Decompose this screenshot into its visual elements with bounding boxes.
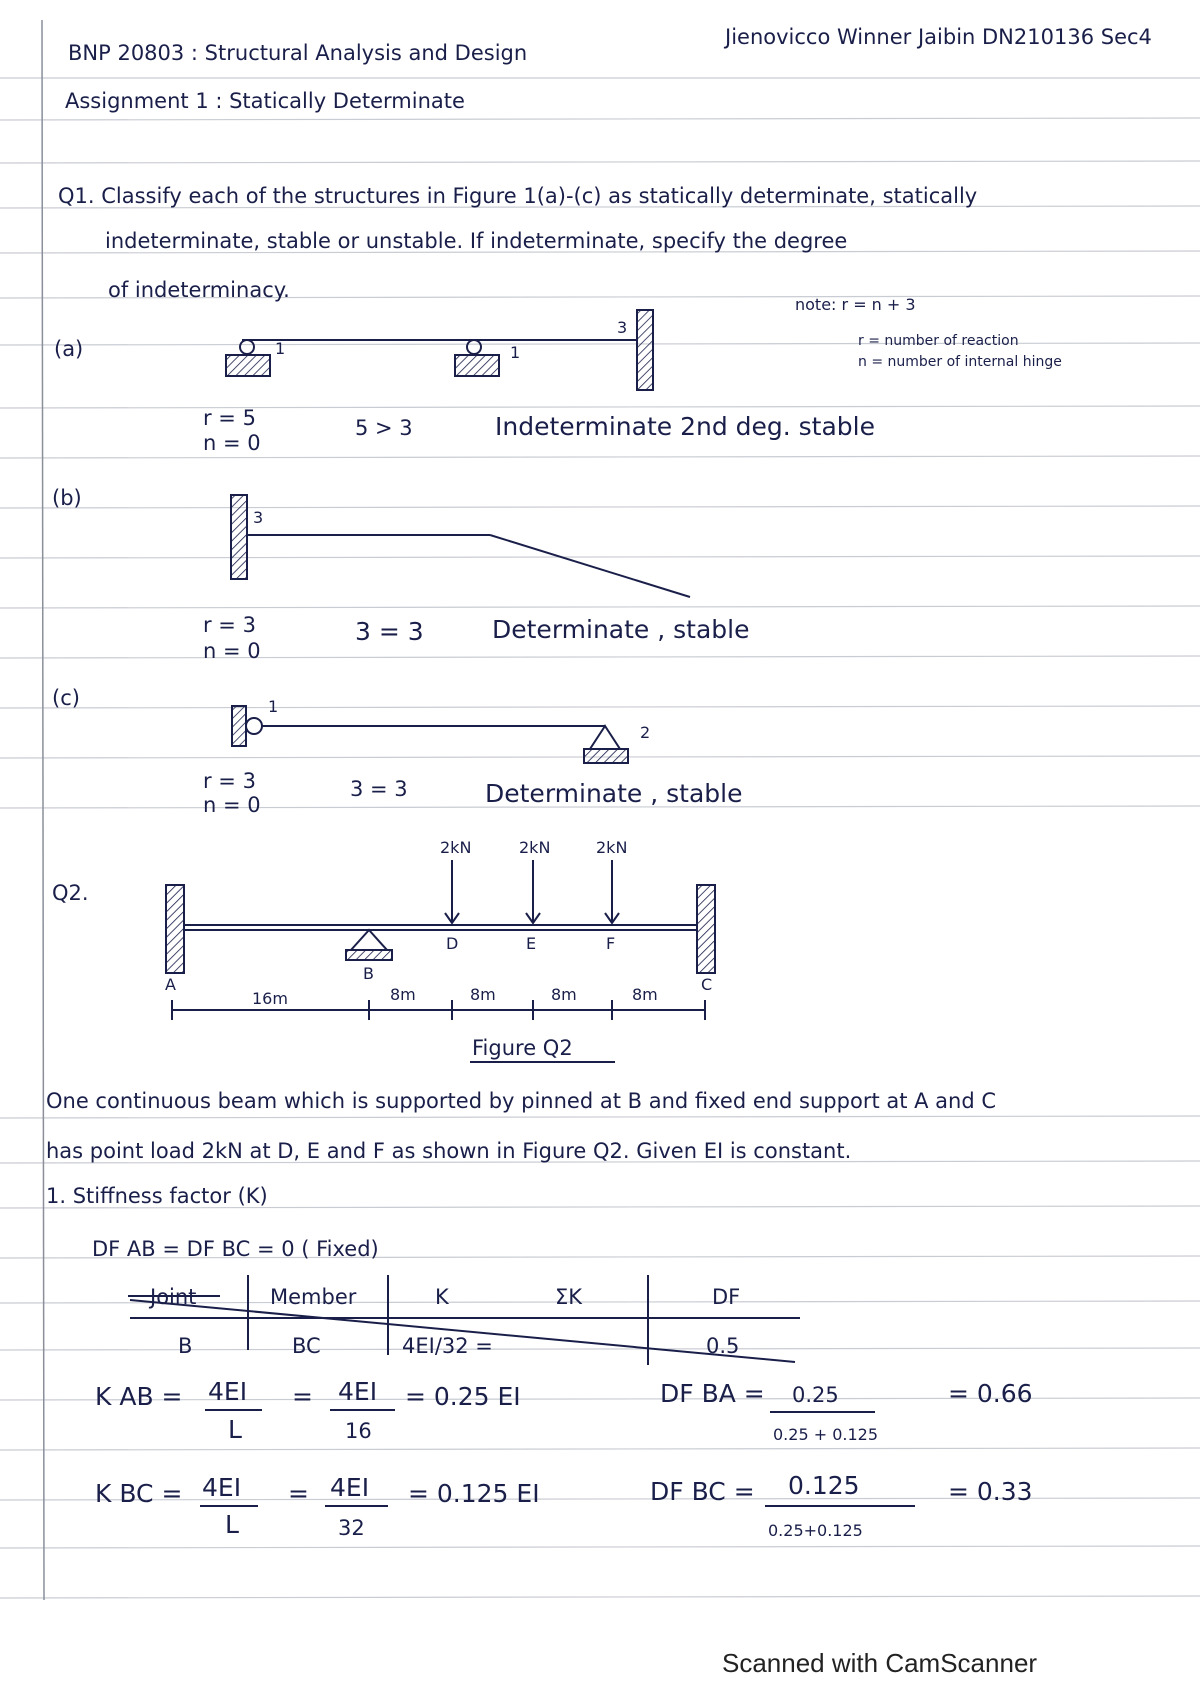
kbc-f1-num: 4EI [202,1473,242,1502]
pin-support-c2-base [584,749,628,763]
span-AB: 16m [252,989,288,1008]
dfba-result: = 0.66 [948,1379,1033,1408]
span-BD: 8m [390,985,416,1004]
load-F-label: 2kN [596,838,628,857]
course-title: BNP 20803 : Structural Analysis and Design [68,41,528,65]
load-E-label: 2kN [519,838,551,857]
kab-result: = 0.25 EI [405,1382,521,1411]
point-A: A [165,975,176,994]
fixed-support-a [637,310,653,390]
q1-line-2: indeterminate, stable or unstable. If indeterminate, specify the degree [105,229,848,253]
note-r-definition: r = number of reaction [858,333,1019,349]
reaction-a1: 1 [275,339,286,358]
table-cell-joint: B [178,1334,193,1358]
kab-f1-num: 4EI [208,1377,248,1406]
note-n-definition: n = number of internal hinge [858,354,1062,370]
kbc-result: = 0.125 EI [408,1479,540,1508]
q2-description-1: One continuous beam which is supported by pinned at B and fixed end support at A and C [46,1089,997,1113]
q1-line-1: Q1. Classify each of the structures in Figure 1(a)-(c) as statically determinate, statically [58,184,978,208]
beam-b-inclined [490,535,690,597]
q2-label: Q2. [52,881,89,905]
kbc-f2-num: 4EI [330,1473,370,1502]
table-header-member: Member [270,1285,357,1309]
figure-q2-caption: Figure Q2 [472,1036,573,1060]
q1-line-3: of indeterminacy. [108,278,290,302]
roller-a2 [467,340,481,354]
roller-a1 [240,340,254,354]
part-a-r: r = 5 [203,406,256,430]
pin-support-c-wall [232,706,246,746]
span-FC: 8m [632,985,658,1004]
reaction-c2: 2 [640,723,651,742]
part-b-r: r = 3 [203,613,256,637]
part-b-result: Determinate , stable [492,615,750,644]
dfba-num: 0.25 [792,1383,839,1407]
part-a-n: n = 0 [203,431,261,455]
table-cell-df: 0.5 [706,1334,740,1358]
part-c-compare: 3 = 3 [350,777,408,801]
dfbc-lhs: DF BC = [650,1477,755,1506]
scanner-watermark: Scanned with CamScanner [722,1648,1038,1678]
pin-support-B [351,930,387,950]
kbc-equals: = [288,1479,309,1508]
table-cell-k: 4EI/32 = [402,1334,493,1358]
reaction-a2: 1 [510,343,521,362]
dfbc-result: = 0.33 [948,1477,1033,1506]
figure-c [232,706,628,763]
student-info: Jienovicco Winner Jaibin DN210136 Sec4 [725,25,1152,49]
dfbc-num: 0.125 [788,1471,860,1500]
fixed-support-C [697,885,715,973]
kbc-f2-den: 32 [338,1516,365,1540]
point-E: E [526,934,537,953]
load-D-label: 2kN [440,838,472,857]
q2-description-2: has point load 2kN at D, E and F as shown in Figure Q2. Given EI is constant. [46,1139,852,1163]
part-c-r: r = 3 [203,769,256,793]
kab-f2-num: 4EI [338,1377,378,1406]
fixed-support-A [166,885,184,973]
dfbc-den: 0.25+0.125 [768,1521,863,1540]
figure-q2 [166,860,715,1062]
span-DE: 8m [470,985,496,1004]
assignment-title: Assignment 1 : Statically Determinate [65,89,465,113]
part-b-label: (b) [52,486,82,510]
kab-lhs: K AB = [95,1382,183,1411]
roller-a2-base [455,355,499,376]
point-B: B [363,964,374,983]
part-a-result: Indeterminate 2nd deg. stable [495,412,876,441]
roller-a1-base [226,355,270,376]
kbc-lhs: K BC = [95,1479,183,1508]
dfba-den: 0.25 + 0.125 [773,1425,879,1444]
pin-c [246,718,262,734]
kbc-f1-den: L [225,1510,239,1539]
part-b-n: n = 0 [203,639,261,663]
ruled-lines [0,20,1200,1600]
table-header-joint: Joint [150,1285,197,1309]
pin-support-c2 [590,726,620,749]
df-fixed: DF AB = DF BC = 0 ( Fixed) [92,1237,379,1261]
part-a-label: (a) [54,337,84,361]
fixed-support-b [231,495,247,579]
part-c-label: (c) [52,686,80,710]
figure-a [226,310,653,390]
note-formula: note: r = n + 3 [795,295,916,314]
figure-b [231,495,690,597]
table-cell-member: BC [292,1334,321,1358]
part-b-compare: 3 = 3 [355,617,424,646]
reaction-a3: 3 [617,318,628,337]
kab-f1-den: L [228,1415,242,1444]
dfba-lhs: DF BA = [660,1379,765,1408]
kab-f2-den: 16 [345,1419,372,1443]
table-header-k: K [435,1285,449,1309]
part-c-result: Determinate , stable [485,779,743,808]
reaction-c1: 1 [268,697,279,716]
part-c-n: n = 0 [203,793,261,817]
table-header-sum-k: ΣK [555,1285,583,1309]
pin-support-B-base [346,950,392,960]
kab-equals: = [292,1382,313,1411]
point-F: F [606,934,616,953]
point-C: C [701,975,713,994]
part-a-compare: 5 > 3 [355,416,413,440]
span-EF: 8m [551,985,577,1004]
reaction-b1: 3 [253,508,264,527]
point-D: D [446,934,459,953]
step-1-heading: 1. Stiffness factor (K) [46,1184,268,1208]
table-header-df: DF [712,1285,741,1309]
